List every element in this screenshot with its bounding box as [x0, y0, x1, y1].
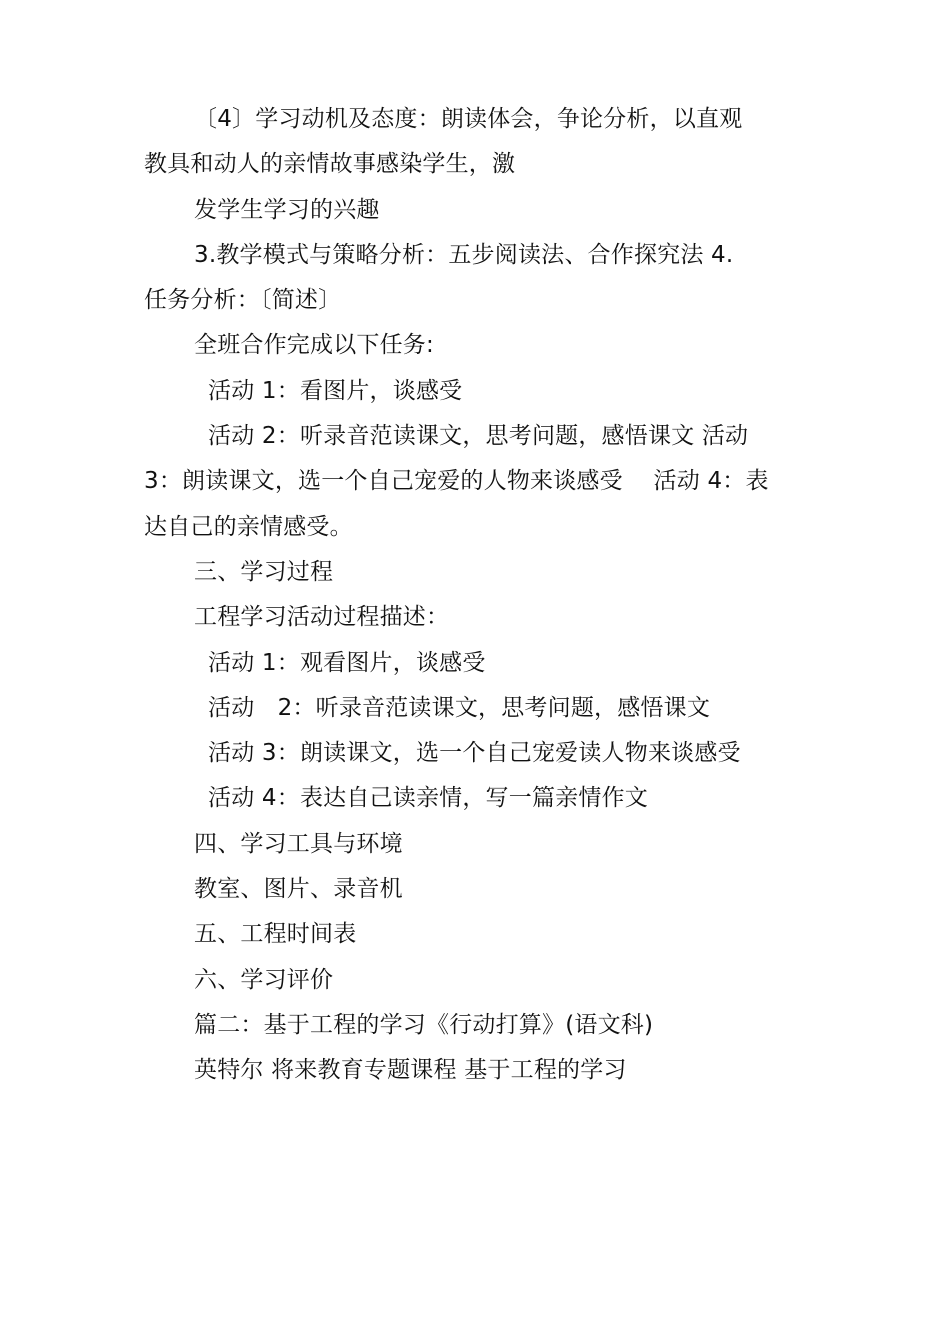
section-heading: 三、学习过程 — [194, 558, 334, 585]
text-line: 活动 2：听录音范读课文，思考问题，感悟课文 — [208, 694, 711, 721]
text-line: 〔4〕学习动机及态度：朗读体会，争论分析，以直观 — [194, 106, 743, 132]
text-line: 全班合作完成以下任务: — [194, 332, 434, 359]
text-line: 达自己的亲情感受。 — [144, 513, 353, 540]
text-line: 活动 4：表达自己读亲情，写一篇亲情作文 — [208, 785, 648, 812]
section-heading: 六、学习评价 — [194, 966, 334, 993]
text-line: 任务分析：〔简述〕 — [144, 287, 342, 314]
text-line: 活动 2：听录音范读课文，思考问题，感悟课文 活动 — [208, 423, 749, 450]
document-body — [144, 97, 814, 1094]
text-line: 3：朗读课文，选一个自己宠爱的人物来谈感受 活动 4：表 — [144, 468, 769, 495]
text-line: 活动 1：观看图片，谈感受 — [208, 649, 486, 676]
text-line: 英特尔 将来教育专题课程 基于工程的学习 — [194, 1057, 627, 1084]
text-line: 工程学习活动过程描述： — [194, 604, 450, 631]
text-line: 发学生学习的兴趣 — [194, 196, 380, 223]
text-line: 教具和动人的亲情故事感染学生，激 — [144, 151, 516, 178]
section-heading: 五、工程时间表 — [194, 921, 357, 948]
text-line: 篇二：基于工程的学习《行动打算》(语文科) — [194, 1011, 654, 1038]
text-line: 3.教学模式与策略分析：五步阅读法、合作探究法 4. — [194, 241, 734, 268]
text-line: 教室、图片、录音机 — [194, 876, 403, 903]
section-heading: 四、学习工具与环境 — [194, 830, 403, 857]
text-line: 活动 1：看图片，谈感受 — [208, 377, 463, 404]
text-line: 活动 3：朗读课文，选一个自己宠爱读人物来谈感受 — [208, 740, 741, 767]
